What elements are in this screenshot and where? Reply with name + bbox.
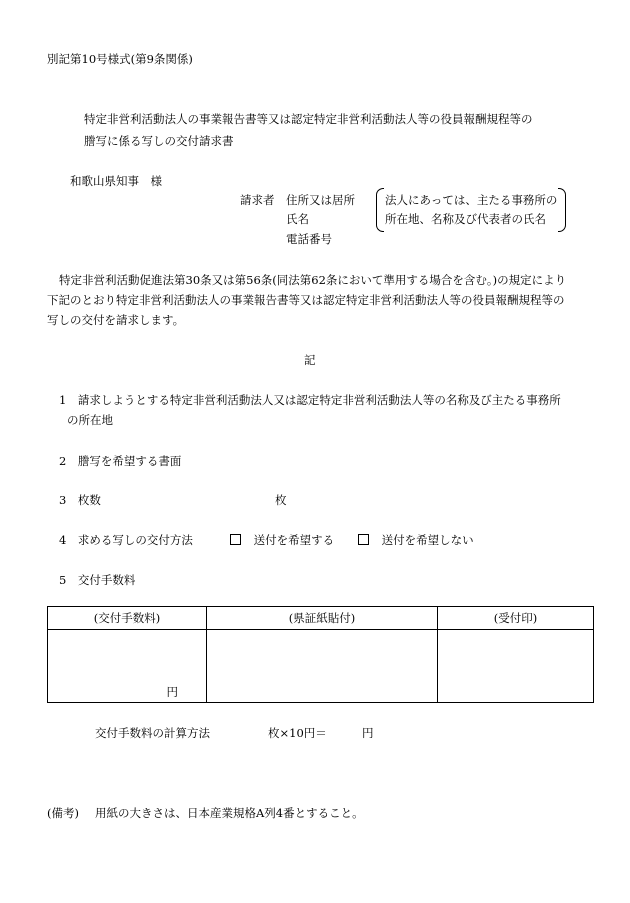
- remark-label: (備考): [47, 806, 79, 820]
- fee-table: [47, 606, 594, 703]
- item-5: 5 交付手数料: [59, 573, 136, 587]
- stamp-header: (県証紙貼付): [207, 607, 438, 630]
- option-no-send-checkbox[interactable]: [358, 532, 474, 548]
- calc-formula: 枚×10円＝: [268, 726, 327, 740]
- bracket-right: [558, 188, 566, 232]
- ki-heading: 記: [304, 353, 316, 367]
- option-no-send-label: 送付を希望しない: [381, 533, 474, 547]
- item-3-unit: 枚: [275, 493, 287, 507]
- form-number: 別記第10号様式(第9条関係): [47, 52, 193, 66]
- item-2: 2 謄写を希望する書面: [59, 454, 182, 468]
- reception-cell: [438, 630, 594, 703]
- item-1-line-1: 1 請求しようとする特定非営利活動法人又は認定特定非営利活動法人等の名称及び主たる事務所: [59, 393, 561, 407]
- fee-yen-unit: 円: [166, 685, 178, 699]
- option-send-checkbox[interactable]: [230, 532, 334, 548]
- item-3: 3 枚数: [59, 493, 101, 507]
- body-line-2: 下記のとおり特定非営利活動法人の事業報告書等又は認定特定非営利活動法人等の役員報酬規程等の: [47, 293, 565, 307]
- item-1-line-2: の所在地: [67, 413, 113, 427]
- title-line-2: 謄写に係る写しの交付請求書: [84, 134, 234, 148]
- body-line-3: 写しの交付を請求します。: [47, 313, 185, 327]
- addressee: 和歌山県知事 様: [70, 174, 162, 188]
- fee-amount-cell[interactable]: [48, 630, 207, 703]
- item-4: 4 求める写しの交付方法: [59, 533, 193, 547]
- fee-header: (交付手数料): [48, 607, 207, 630]
- checkbox-icon: [230, 534, 241, 545]
- calc-yen: 円: [362, 726, 374, 740]
- stamp-cell: [207, 630, 438, 703]
- option-send-label: 送付を希望する: [253, 533, 335, 547]
- requester-label: 請求者: [240, 193, 275, 207]
- body-line-1: 特定非営利活動促進法第30条又は第56条(同法第62条において準用する場合を含む。)の規定により: [59, 273, 567, 287]
- phone-label: 電話番号: [286, 232, 332, 246]
- title-line-1: 特定非営利活動法人の事業報告書等又は認定特定非営利活動法人等の役員報酬規程等の: [84, 112, 533, 126]
- corporation-note-line-2: 所在地、名称及び代表者の氏名: [385, 212, 546, 226]
- address-label: 住所又は居所: [286, 193, 355, 207]
- checkbox-icon: [358, 534, 369, 545]
- calc-label: 交付手数料の計算方法: [95, 726, 210, 740]
- bracket-left: [376, 188, 384, 232]
- remark-text: 用紙の大きさは、日本産業規格A列4番とすること。: [95, 806, 364, 820]
- name-label: 氏名: [286, 212, 309, 226]
- reception-header: (受付印): [438, 607, 594, 630]
- corporation-note-line-1: 法人にあっては、主たる事務所の: [385, 193, 558, 207]
